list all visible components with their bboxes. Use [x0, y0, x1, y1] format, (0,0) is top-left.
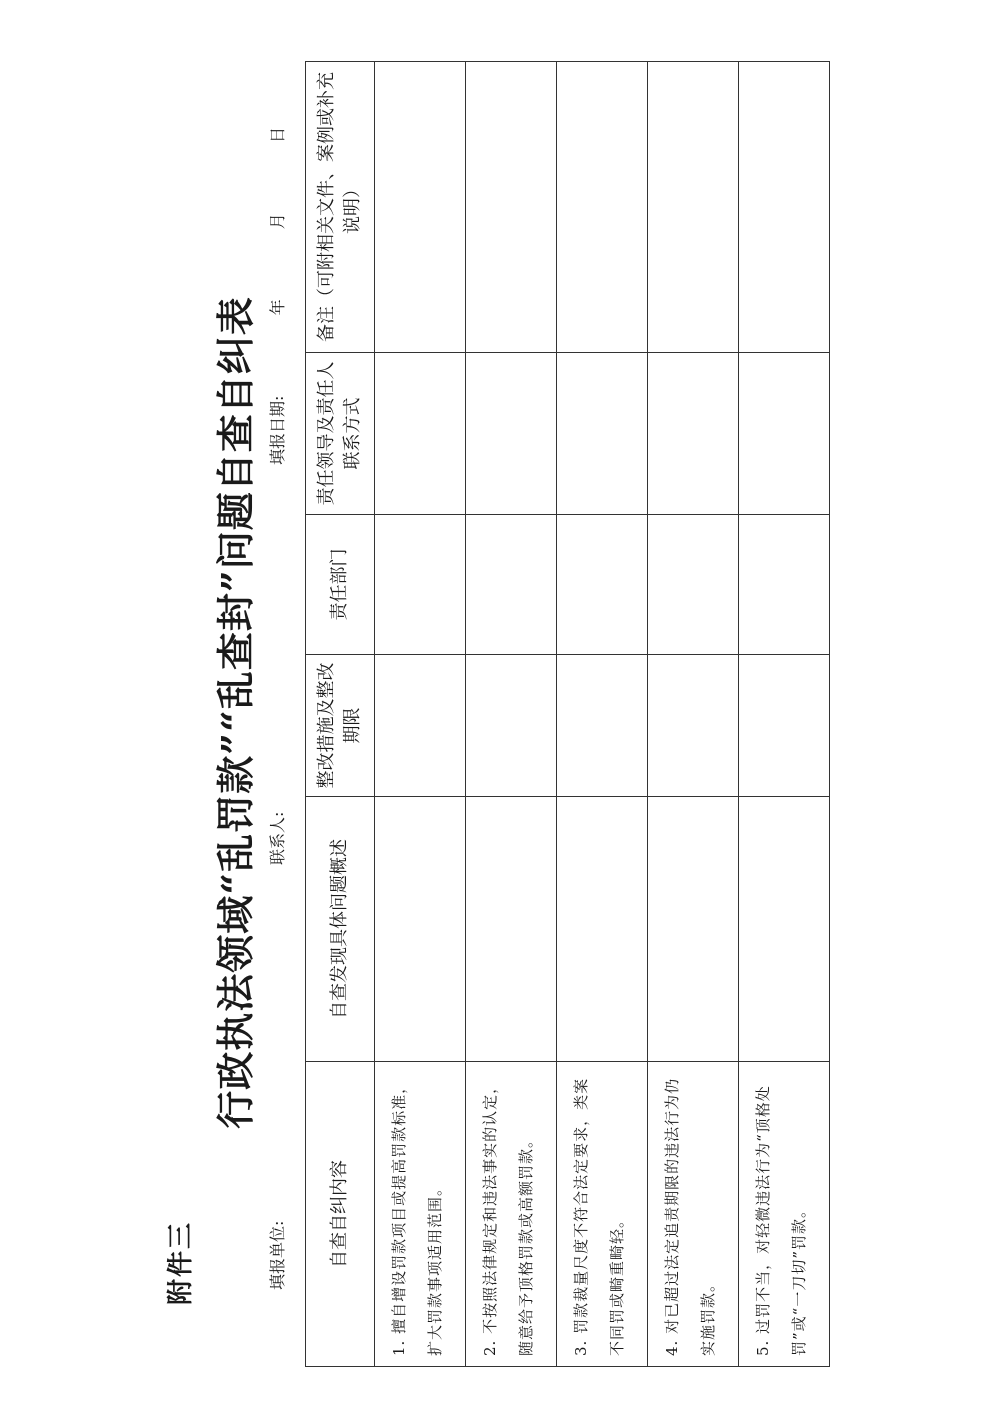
date-field	[265, 127, 288, 465]
department-cell[interactable]	[466, 515, 557, 655]
item-cell: 5. 过罚不当，对轻微违法行为“顶格处罚”或“一刀切”罚款。	[739, 1062, 830, 1367]
item-cell: 2. 不按照法律规定和违法事实的认定，随意给予顶格罚款或高额罚款。	[466, 1062, 557, 1367]
page-title: 行政执法领域“乱罚款”“乱查封”问题自查自纠表	[213, 296, 258, 1129]
remarks-cell[interactable]	[375, 62, 466, 353]
remarks-cell[interactable]	[557, 62, 648, 353]
department-cell[interactable]	[375, 515, 466, 655]
table-row	[466, 62, 557, 1367]
header-remarks: 备注（可附相关文件、案例或补充说明）	[306, 62, 375, 353]
problem-cell[interactable]	[648, 797, 739, 1062]
problem-cell[interactable]	[375, 797, 466, 1062]
item-cell: 1. 擅自增设罚款项目或提高罚款标准，扩大罚款事项适用范围。	[375, 1062, 466, 1367]
department-cell[interactable]	[557, 515, 648, 655]
problem-cell[interactable]	[739, 797, 830, 1062]
table-header-row	[306, 62, 375, 1367]
rectification-cell[interactable]	[466, 655, 557, 797]
table-row	[557, 62, 648, 1367]
attachment-label: 附件三	[166, 1220, 196, 1305]
department-cell[interactable]	[648, 515, 739, 655]
header-rectification: 整改措施及整改期限	[306, 655, 375, 797]
table-row	[648, 62, 739, 1367]
contact-cell[interactable]	[466, 353, 557, 515]
item-cell: 4. 对已超过法定追责期限的违法行为仍实施罚款。	[648, 1062, 739, 1367]
problem-cell[interactable]	[466, 797, 557, 1062]
rectification-cell[interactable]	[375, 655, 466, 797]
remarks-cell[interactable]	[466, 62, 557, 353]
problem-cell[interactable]	[557, 797, 648, 1062]
table-row	[739, 62, 830, 1367]
header-problem-summary: 自查发现具体问题概述	[306, 797, 375, 1062]
contact-label: 联系人:	[268, 811, 287, 865]
header-department: 责任部门	[306, 515, 375, 655]
contact-cell[interactable]	[648, 353, 739, 515]
rectification-cell[interactable]	[648, 655, 739, 797]
filler-unit-label: 填报单位:	[268, 1220, 287, 1290]
header-responsible-contact: 责任领导及责任人联系方式	[306, 353, 375, 515]
contact-cell[interactable]	[375, 353, 466, 515]
date-year: 年	[268, 299, 287, 316]
item-cell: 3. 罚款裁量尺度不符合法定要求，类案不同罚或畸重畸轻。	[557, 1062, 648, 1367]
rectification-cell[interactable]	[739, 655, 830, 797]
date-day: 日	[268, 126, 287, 143]
rectification-cell[interactable]	[557, 655, 648, 797]
contact-cell[interactable]	[739, 353, 830, 515]
contact-cell[interactable]	[557, 353, 648, 515]
header-content: 自查自纠内容	[306, 1062, 375, 1367]
date-label: 填报日期:	[268, 395, 287, 465]
remarks-cell[interactable]	[648, 62, 739, 353]
table-row	[375, 62, 466, 1367]
remarks-cell[interactable]	[739, 62, 830, 353]
department-cell[interactable]	[739, 515, 830, 655]
self-inspection-table	[305, 61, 830, 1367]
date-month: 月	[268, 213, 287, 230]
